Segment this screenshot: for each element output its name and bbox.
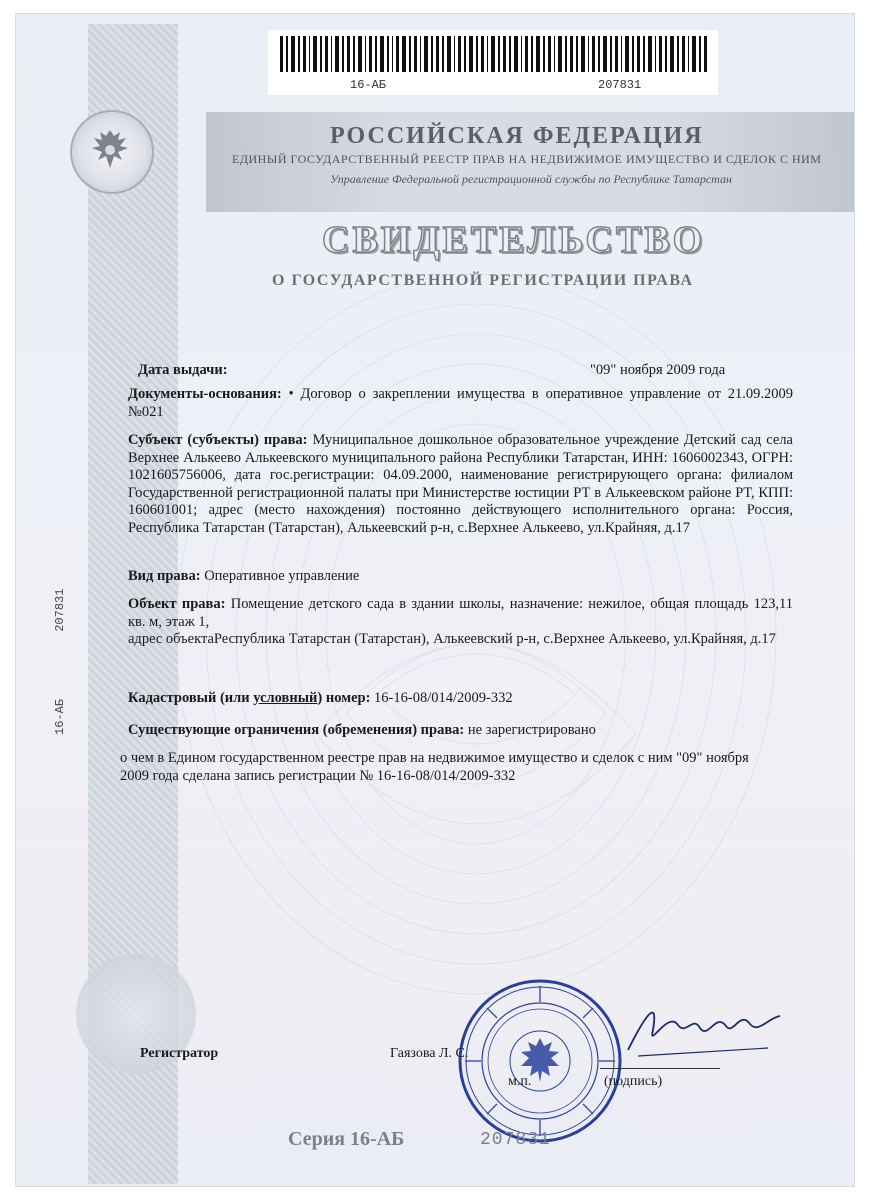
handwritten-signature	[618, 990, 788, 1070]
object-row	[128, 596, 793, 649]
registrar-name: Гаязова Л. С.	[390, 1046, 469, 1061]
barcode-number: 207831	[598, 78, 642, 92]
encumbrance-value: не зарегистрировано	[467, 722, 596, 738]
barcode-label	[268, 30, 718, 95]
basis-label: Документы-основания:	[128, 386, 282, 402]
record-text: о чем в Едином государственном реестре прав на недвижимое имущество и сделок с ним "09" ноября 2009 года сделана запись регистрации № 16-16-08/014/2009-332	[120, 750, 749, 784]
cadastral-label-suffix: ) номер:	[317, 690, 371, 706]
encumbrance-label: Существующие ограничения (обременения) права:	[128, 722, 465, 738]
issue-date-label: Дата выдачи:	[138, 362, 228, 378]
subject-value: Муниципальное дошкольное образовательное учреждение Детский сад села Верхнее Алькеево Алькеевского муниципального района Республики Татарстан, ИНН: 1606002343, ОГРН: 1021605756006, дата гос.регистрации: 04.09.2000, наименование регистрирующего органа: филиалом Государственной регистрационной палаты при Министерстве юстиции РТ в Алькеевском районе РТ, КПП: 160601001; адрес (место нахождения) постоянно действующего исполнительного органа: Россия, Республика Татарстан (Татарстан), Алькеевский р-н, с.Верхнее Алькеево, ул.Крайняя, д.17	[128, 432, 793, 536]
right-type-label: Вид права:	[128, 568, 201, 584]
side-series: 16-АБ	[53, 698, 67, 735]
side-serial	[53, 535, 67, 735]
country-title: РОССИЙСКАЯ ФЕДЕРАЦИЯ	[330, 123, 704, 149]
registry-title: ЕДИНЫЙ ГОСУДАРСТВЕННЫЙ РЕЕСТР ПРАВ НА НЕДВИЖИМОЕ ИМУЩЕСТВО И СДЕЛОК С НИМ	[232, 152, 822, 166]
seal-place-label: м.п.	[508, 1074, 532, 1089]
official-seal	[455, 976, 625, 1146]
basis-value: • Договор о закреплении имущества в оперативное управление от 21.09.2009 №021	[128, 386, 793, 420]
subject-row	[128, 432, 793, 537]
registrar-label: Регистратор	[140, 1046, 219, 1061]
signature-caption: (подпись)	[604, 1074, 663, 1089]
basis-row	[128, 386, 793, 421]
object-value: Помещение детского сада в здании школы, назначение: нежилое, общая площадь 123,11 кв. м, этаж 1,	[128, 596, 793, 630]
certificate-title: СВИДЕТЕЛЬСТВО	[322, 219, 706, 261]
cadastral-row	[128, 690, 793, 708]
cadastral-label-underlined: условный	[253, 690, 318, 706]
footer-series: Серия 16-АБ	[288, 1128, 405, 1150]
barcode-series: 16-АБ	[350, 78, 387, 92]
right-type-value: Оперативное управление	[204, 568, 360, 584]
double-headed-eagle-icon	[82, 122, 138, 178]
object-label: Объект права:	[128, 596, 226, 612]
right-type-row	[128, 568, 793, 586]
object-line	[128, 596, 793, 631]
issue-date-value: "09" ноября 2009 года	[590, 362, 726, 378]
footer-number: 207831	[480, 1130, 551, 1150]
cadastral-value: 16-16-08/014/2009-332	[374, 690, 513, 706]
encumbrance-row	[128, 722, 793, 740]
object-address: адрес объектаРеспублика Татарстан (Татарстан), Алькеевский р-н, с.Верхнее Алькеево, ул.Крайняя, д.17	[128, 631, 776, 647]
cadastral-label-prefix: Кадастровый (или	[128, 690, 250, 706]
subject-label: Субъект (субъекты) права:	[128, 432, 308, 448]
issue-date-row	[128, 362, 793, 380]
barcode-icon	[268, 30, 718, 74]
signature-line	[600, 1068, 720, 1069]
agency-title: Управление Федеральной регистрационной службы по Республике Татарстан	[330, 172, 732, 186]
certificate-subtitle: О ГОСУДАРСТВЕННОЙ РЕГИСТРАЦИИ ПРАВА	[272, 272, 694, 289]
side-number: 207831	[53, 588, 67, 632]
